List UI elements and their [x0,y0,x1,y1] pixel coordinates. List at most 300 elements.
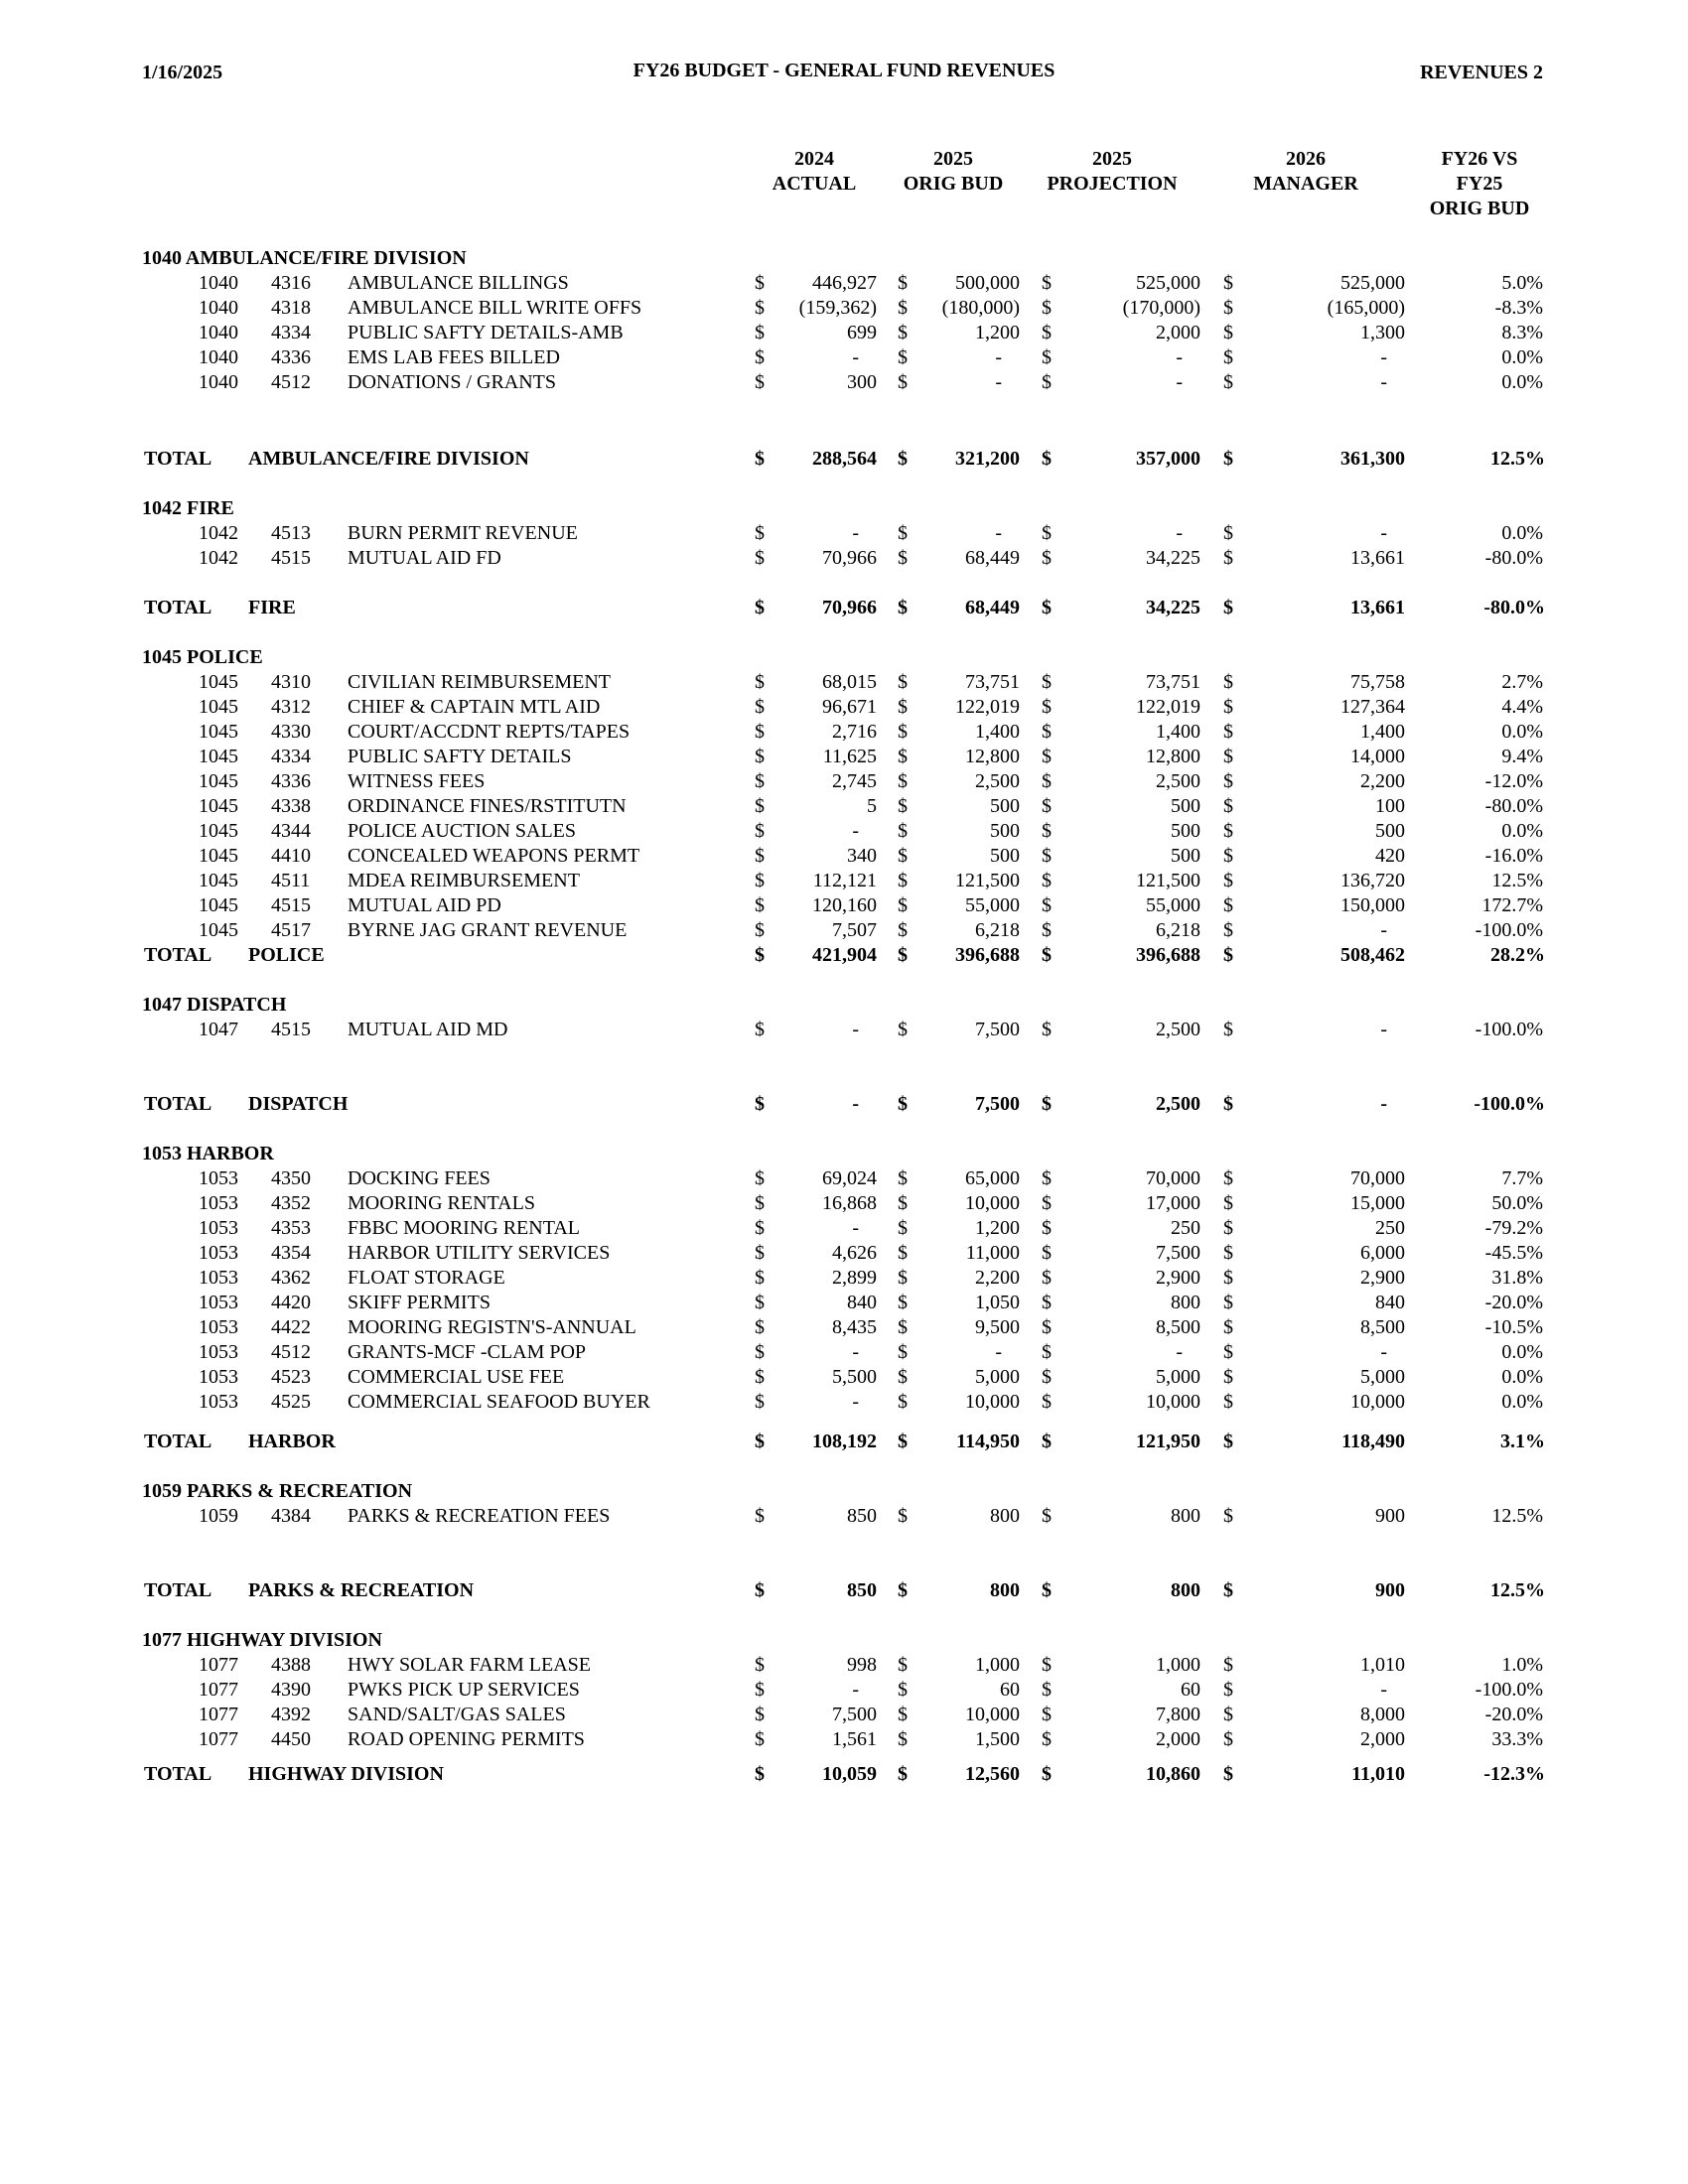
amount-cell: 2,000 [1360,1728,1405,1750]
line-description: PWKS PICK UP SERVICES [348,1679,580,1701]
amount-cell: 1,400 [975,721,1020,743]
amount-cell: 55,000 [965,894,1020,916]
dollar-sign: $ [755,944,765,966]
total-percent-cell: -12.3% [1483,1763,1545,1785]
amount-cell: 1,300 [1360,322,1405,343]
amount-cell: 500 [1375,820,1405,842]
line-description: COMMERCIAL SEAFOOD BUYER [348,1391,650,1413]
dollar-sign: $ [1223,1167,1233,1189]
dollar-sign: $ [755,322,765,343]
dollar-sign: $ [898,1654,908,1676]
table-row [0,370,1688,395]
account-code: 4390 [271,1679,311,1701]
page-label: REVENUES 2 [1420,62,1543,83]
amount-cell: 5,000 [1156,1366,1200,1388]
dollar-sign: $ [1223,346,1233,368]
amount-cell: 340 [847,845,877,867]
total-amount-cell: 108,192 [812,1431,877,1452]
account-code: 4515 [271,547,311,569]
total-name: DISPATCH [248,1093,349,1115]
dept-code: 1042 [199,522,238,544]
percent-change-cell: 0.0% [1501,346,1543,368]
dollar-sign: $ [1042,820,1052,842]
dollar-sign: $ [1223,322,1233,343]
dollar-sign: $ [755,1192,765,1214]
dollar-sign: $ [755,1242,765,1264]
amount-cell: 6,000 [1360,1242,1405,1264]
amount-cell: 10,000 [1146,1391,1200,1413]
amount-cell: 8,000 [1360,1704,1405,1725]
total-percent-cell: 12.5% [1490,1579,1545,1601]
dept-code: 1059 [199,1505,238,1527]
dollar-sign: $ [755,522,765,544]
total-percent-cell: 3.1% [1500,1431,1545,1452]
account-code: 4513 [271,522,311,544]
amount-cell: 800 [1171,1292,1200,1313]
section-title-text: 1040 AMBULANCE/FIRE DIVISION [142,247,467,269]
line-description: MUTUAL AID MD [348,1019,508,1040]
dollar-sign: $ [755,346,765,368]
dollar-sign: $ [755,1217,765,1239]
table-row [0,918,1688,943]
total-row [0,1430,1688,1454]
dept-code: 1053 [199,1391,238,1413]
section-title [0,1479,1688,1504]
dollar-sign: $ [1223,1704,1233,1725]
total-name: HARBOR [248,1431,336,1452]
dollar-sign: $ [755,746,765,767]
total-amount-cell: 12,560 [965,1763,1020,1785]
section-title-text: 1045 POLICE [142,646,263,668]
dept-code: 1040 [199,297,238,319]
dollar-sign: $ [1042,297,1052,319]
dollar-sign: $ [898,919,908,941]
account-code: 4362 [271,1267,311,1289]
percent-change-cell: 0.0% [1501,1366,1543,1388]
amount-cell: 65,000 [965,1167,1020,1189]
dollar-sign: $ [1223,272,1233,294]
amount-cell: 73,751 [1146,671,1200,693]
amount-cell: - [995,1341,1002,1363]
amount-cell: - [852,1679,859,1701]
amount-cell: - [1380,1679,1387,1701]
percent-change-cell: 12.5% [1491,870,1543,891]
account-code: 4330 [271,721,311,743]
dollar-sign: $ [1042,845,1052,867]
dept-code: 1053 [199,1242,238,1264]
line-description: COURT/ACCDNT REPTS/TAPES [348,721,631,743]
amount-cell: 1,200 [975,1217,1020,1239]
dollar-sign: $ [1042,1019,1052,1040]
dept-code: 1053 [199,1366,238,1388]
dollar-sign: $ [1042,795,1052,817]
amount-cell: 2,900 [1156,1267,1200,1289]
total-amount-cell: 121,950 [1136,1431,1200,1452]
dollar-sign: $ [898,1366,908,1388]
amount-cell: 500,000 [955,272,1020,294]
dollar-sign: $ [898,1242,908,1264]
amount-cell: 9,500 [975,1316,1020,1338]
dollar-sign: $ [755,1391,765,1413]
line-description: CIVILIAN REIMBURSEMENT [348,671,611,693]
amount-cell: - [852,820,859,842]
amount-cell: 13,661 [1350,547,1405,569]
dollar-sign: $ [898,1192,908,1214]
percent-change-cell: 0.0% [1501,820,1543,842]
amount-cell: 840 [1375,1292,1405,1313]
amount-cell: 5 [867,795,877,817]
dollar-sign: $ [898,1167,908,1189]
dollar-sign: $ [898,845,908,867]
report-title: FY26 BUDGET - GENERAL FUND REVENUES [633,60,1055,81]
account-code: 4512 [271,371,311,393]
account-code: 4336 [271,346,311,368]
dept-code: 1045 [199,770,238,792]
dollar-sign: $ [1223,820,1233,842]
percent-change-cell: 0.0% [1501,1391,1543,1413]
column-header-2025-projection: 2025 PROJECTION [1047,148,1178,195]
amount-cell: 15,000 [1350,1192,1405,1214]
amount-cell: (180,000) [941,297,1020,319]
amount-cell: - [852,1217,859,1239]
table-row [0,1727,1688,1752]
dollar-sign: $ [755,1316,765,1338]
dollar-sign: $ [1223,547,1233,569]
line-description: SAND/SALT/GAS SALES [348,1704,566,1725]
total-amount-cell: 10,059 [822,1763,877,1785]
amount-cell: (170,000) [1122,297,1200,319]
amount-cell: 5,000 [975,1366,1020,1388]
dept-code: 1053 [199,1167,238,1189]
dollar-sign: $ [755,671,765,693]
dollar-sign: $ [755,1728,765,1750]
amount-cell: 122,019 [955,696,1020,718]
total-amount-cell: 361,300 [1340,448,1405,470]
line-description: WITNESS FEES [348,770,486,792]
total-amount-cell: 396,688 [1136,944,1200,966]
percent-change-cell: 9.4% [1501,746,1543,767]
dept-code: 1045 [199,870,238,891]
dollar-sign: $ [1042,894,1052,916]
amount-cell: 8,435 [832,1316,877,1338]
dollar-sign: $ [898,547,908,569]
dollar-sign: $ [898,1019,908,1040]
total-label: TOTAL [144,1763,212,1785]
dollar-sign: $ [1042,1217,1052,1239]
dept-code: 1040 [199,346,238,368]
dollar-sign: $ [1223,1341,1233,1363]
table-row [0,1191,1688,1216]
dollar-sign: $ [1223,1763,1233,1785]
amount-cell: 525,000 [1340,272,1405,294]
table-row [0,745,1688,769]
dollar-sign: $ [1223,746,1233,767]
dollar-sign: $ [898,1316,908,1338]
amount-cell: 2,500 [1156,1019,1200,1040]
amount-cell: 840 [847,1292,877,1313]
dollar-sign: $ [1223,1654,1233,1676]
total-label: TOTAL [144,448,212,470]
amount-cell: 1,000 [975,1654,1020,1676]
line-description: ROAD OPENING PERMITS [348,1728,585,1750]
dollar-sign: $ [898,1267,908,1289]
dollar-sign: $ [1223,671,1233,693]
dollar-sign: $ [898,346,908,368]
total-amount-cell: 800 [990,1579,1020,1601]
amount-cell: 2,500 [1156,770,1200,792]
total-row [0,447,1688,472]
amount-cell: 7,500 [1156,1242,1200,1264]
amount-cell: 10,000 [965,1192,1020,1214]
dollar-sign: $ [755,1579,765,1601]
percent-change-cell: 12.5% [1491,1505,1543,1527]
percent-change-cell: 1.0% [1501,1654,1543,1676]
total-name: POLICE [248,944,325,966]
amount-cell: 2,500 [975,770,1020,792]
account-code: 4318 [271,297,311,319]
amount-cell: 73,751 [965,671,1020,693]
dollar-sign: $ [755,1431,765,1452]
dept-code: 1077 [199,1654,238,1676]
table-row [0,844,1688,869]
table-row [0,321,1688,345]
dollar-sign: $ [1042,746,1052,767]
dollar-sign: $ [1042,371,1052,393]
dept-code: 1053 [199,1217,238,1239]
dollar-sign: $ [1223,1431,1233,1452]
dept-code: 1053 [199,1341,238,1363]
amount-cell: 70,000 [1350,1167,1405,1189]
dept-code: 1042 [199,547,238,569]
table-row [0,720,1688,745]
dollar-sign: $ [1223,1093,1233,1115]
line-description: HWY SOLAR FARM LEASE [348,1654,592,1676]
dollar-sign: $ [1042,1704,1052,1725]
dept-code: 1045 [199,820,238,842]
amount-cell: 11,000 [965,1242,1020,1264]
dept-code: 1077 [199,1679,238,1701]
dollar-sign: $ [755,448,765,470]
amount-cell: - [995,371,1002,393]
dollar-sign: $ [755,721,765,743]
amount-cell: 2,000 [1156,1728,1200,1750]
dollar-sign: $ [1042,1316,1052,1338]
dollar-sign: $ [898,1579,908,1601]
amount-cell: 2,000 [1156,322,1200,343]
dollar-sign: $ [898,597,908,618]
dollar-sign: $ [898,1679,908,1701]
dept-code: 1045 [199,894,238,916]
section-title [0,645,1688,670]
amount-cell: - [1176,346,1183,368]
table-row [0,546,1688,571]
dollar-sign: $ [755,894,765,916]
line-description: FBBC MOORING RENTAL [348,1217,580,1239]
amount-cell: 6,218 [1156,919,1200,941]
dollar-sign: $ [1223,894,1233,916]
table-row [0,1166,1688,1191]
dollar-sign: $ [1223,1728,1233,1750]
dollar-sign: $ [1042,1267,1052,1289]
line-description: CONCEALED WEAPONS PERMT [348,845,640,867]
percent-change-cell: -80.0% [1484,547,1543,569]
amount-cell: 8,500 [1156,1316,1200,1338]
dollar-sign: $ [755,919,765,941]
dept-code: 1053 [199,1316,238,1338]
amount-cell: 2,745 [832,770,877,792]
dollar-sign: $ [1223,1505,1233,1527]
dept-code: 1040 [199,371,238,393]
dollar-sign: $ [755,1341,765,1363]
account-code: 4525 [271,1391,311,1413]
account-code: 4450 [271,1728,311,1750]
dollar-sign: $ [1223,770,1233,792]
account-code: 4420 [271,1292,311,1313]
total-name: AMBULANCE/FIRE DIVISION [248,448,529,470]
amount-cell: 7,500 [975,1019,1020,1040]
amount-cell: - [852,1341,859,1363]
account-code: 4312 [271,696,311,718]
dollar-sign: $ [755,1505,765,1527]
percent-change-cell: 31.8% [1491,1267,1543,1289]
section-title-text: 1059 PARKS & RECREATION [142,1480,413,1502]
amount-cell: 122,019 [1136,696,1200,718]
total-amount-cell: 11,010 [1351,1763,1405,1785]
total-percent-cell: 28.2% [1490,944,1545,966]
amount-cell: 2,200 [1360,770,1405,792]
total-label: TOTAL [144,1093,212,1115]
amount-cell: 5,000 [1360,1366,1405,1388]
dollar-sign: $ [755,1093,765,1115]
percent-change-cell: 4.4% [1501,696,1543,718]
section-title [0,1142,1688,1166]
dollar-sign: $ [755,795,765,817]
amount-cell: - [852,346,859,368]
table-row [0,1703,1688,1727]
line-description: POLICE AUCTION SALES [348,820,577,842]
table-row [0,869,1688,893]
dept-code: 1045 [199,845,238,867]
line-description: DONATIONS / GRANTS [348,371,557,393]
total-amount-cell: 357,000 [1136,448,1200,470]
amount-cell: 500 [1171,795,1200,817]
dollar-sign: $ [898,522,908,544]
amount-cell: 525,000 [1136,272,1200,294]
amount-cell: - [995,346,1002,368]
dollar-sign: $ [755,1366,765,1388]
table-row [0,1018,1688,1042]
dollar-sign: $ [1223,1242,1233,1264]
table-row [0,1365,1688,1390]
report-date: 1/16/2025 [142,62,223,83]
amount-cell: 1,000 [1156,1654,1200,1676]
dollar-sign: $ [898,944,908,966]
line-description: PARKS & RECREATION FEES [348,1505,611,1527]
section-title [0,993,1688,1018]
amount-cell: 7,500 [832,1704,877,1725]
dollar-sign: $ [755,547,765,569]
percent-change-cell: -20.0% [1484,1704,1543,1725]
account-code: 4384 [271,1505,311,1527]
dollar-sign: $ [1223,522,1233,544]
total-amount-cell: 850 [847,1579,877,1601]
amount-cell: 7,800 [1156,1704,1200,1725]
dollar-sign: $ [898,770,908,792]
dollar-sign: $ [755,272,765,294]
dept-code: 1045 [199,795,238,817]
amount-cell: 69,024 [822,1167,877,1189]
dollar-sign: $ [1042,597,1052,618]
table-row [0,1266,1688,1291]
total-label: TOTAL [144,1579,212,1601]
dollar-sign: $ [898,1217,908,1239]
dollar-sign: $ [1042,448,1052,470]
percent-change-cell: 0.0% [1501,371,1543,393]
total-percent-cell: -100.0% [1474,1093,1545,1115]
dollar-sign: $ [755,1167,765,1189]
amount-cell: 112,121 [812,870,877,891]
percent-change-cell: 7.7% [1501,1167,1543,1189]
dollar-sign: $ [1042,522,1052,544]
amount-cell: - [1380,1019,1387,1040]
amount-cell: 446,927 [812,272,877,294]
column-header-fy26-vs-fy25: FY26 VS FY25 ORIG BUD [1429,148,1530,219]
amount-cell: 420 [1375,845,1405,867]
dollar-sign: $ [1223,1579,1233,1601]
amount-cell: - [1380,371,1387,393]
amount-cell: 1,400 [1360,721,1405,743]
dollar-sign: $ [898,1704,908,1725]
percent-change-cell: 0.0% [1501,1341,1543,1363]
total-amount-cell: 800 [1171,1579,1200,1601]
line-description: EMS LAB FEES BILLED [348,346,560,368]
total-amount-cell: 900 [1375,1579,1405,1601]
dollar-sign: $ [1042,1579,1052,1601]
amount-cell: - [995,522,1002,544]
amount-cell: 55,000 [1146,894,1200,916]
table-row [0,1390,1688,1415]
line-description: MDEA REIMBURSEMENT [348,870,580,891]
total-amount-cell: 2,500 [1156,1093,1200,1115]
amount-cell: (165,000) [1327,297,1405,319]
amount-cell: 60 [1181,1679,1200,1701]
dollar-sign: $ [898,820,908,842]
dollar-sign: $ [1042,1292,1052,1313]
table-row [0,345,1688,370]
amount-cell: 60 [1000,1679,1020,1701]
section-title-text: 1077 HIGHWAY DIVISION [142,1629,382,1651]
section-title [0,246,1688,271]
amount-cell: 500 [1171,845,1200,867]
line-description: MOORING RENTALS [348,1192,535,1214]
dollar-sign: $ [755,770,765,792]
line-description: CHIEF & CAPTAIN MTL AID [348,696,601,718]
amount-cell: - [852,522,859,544]
percent-change-cell: -12.0% [1484,770,1543,792]
dollar-sign: $ [898,297,908,319]
amount-cell: 70,966 [822,547,877,569]
dollar-sign: $ [1042,671,1052,693]
dollar-sign: $ [1042,870,1052,891]
amount-cell: 121,500 [955,870,1020,891]
dept-code: 1053 [199,1292,238,1313]
dollar-sign: $ [755,1019,765,1040]
total-label: TOTAL [144,944,212,966]
amount-cell: 500 [1171,820,1200,842]
dollar-sign: $ [898,1431,908,1452]
account-code: 4316 [271,272,311,294]
amount-cell: 17,000 [1146,1192,1200,1214]
